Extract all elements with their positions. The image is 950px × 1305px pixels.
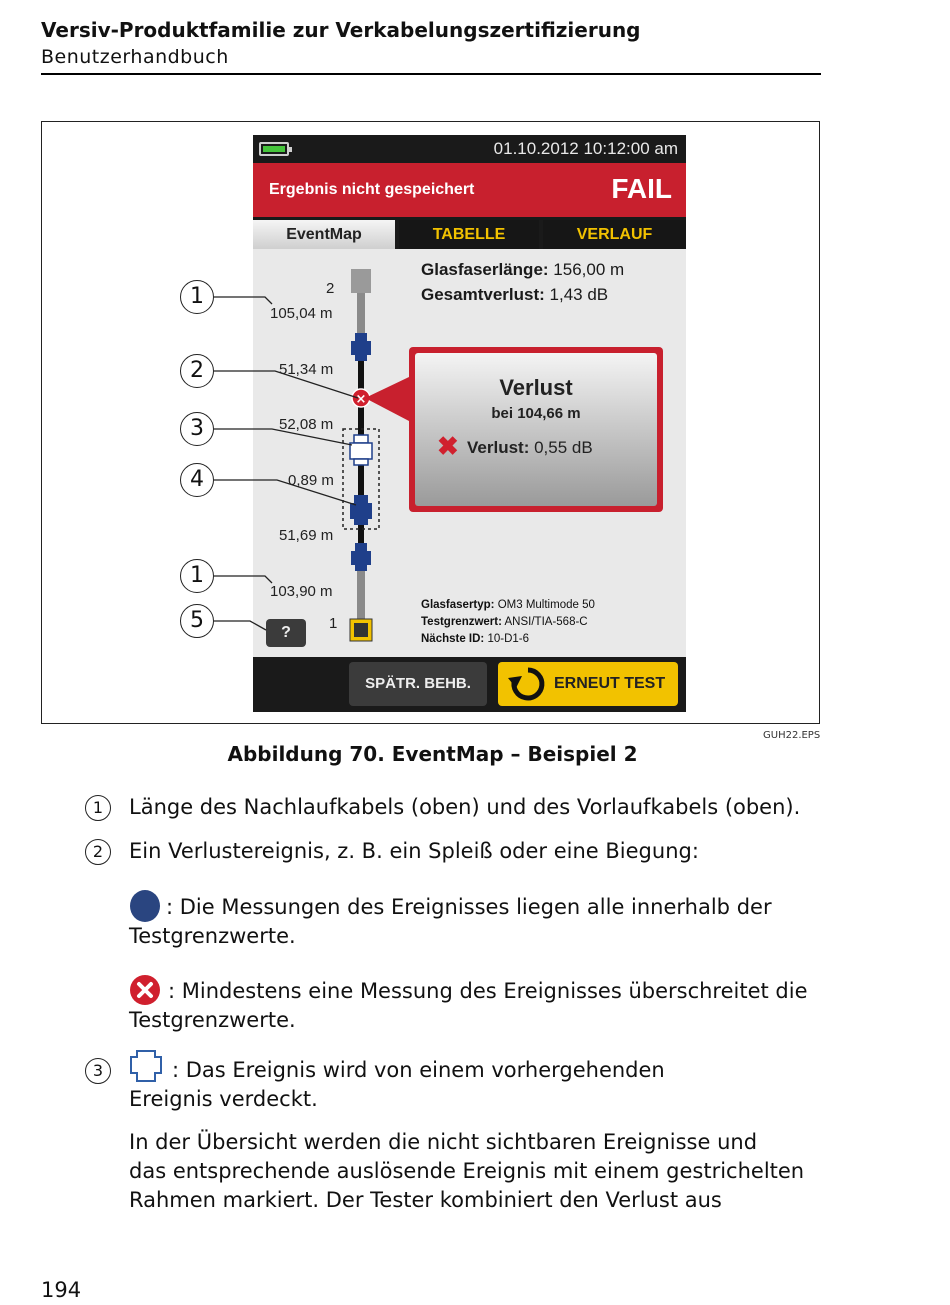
callout-4: 4 xyxy=(180,463,214,497)
svg-text:×: × xyxy=(355,392,367,407)
map-end-label: 1 xyxy=(329,615,338,632)
item-number: 1 xyxy=(85,795,111,821)
map-end-label: 2 xyxy=(326,280,335,297)
total-loss: Gesamtverlust: 1,43 dB xyxy=(421,285,609,304)
header-title: Versiv-Produktfamilie zur Verkabelungszertifizierung xyxy=(41,18,641,42)
fiber-type: Glasfasertyp: OM3 Multimode 50 xyxy=(421,599,595,611)
paragraph-line: Rahmen markiert. Der Tester kombiniert den Verlust aus xyxy=(129,1188,722,1212)
event-pass-icon xyxy=(128,889,164,923)
status-bar xyxy=(253,135,686,163)
next-id: Nächste ID: 10-D1-6 xyxy=(421,633,530,645)
datetime: 01.10.2012 10:12:00 am xyxy=(493,139,678,158)
map-length-label: 51,69 m xyxy=(279,527,334,544)
item-text: : Das Ereignis wird von einem vorhergehenden xyxy=(172,1058,665,1082)
event-icon xyxy=(354,495,368,503)
eps-label: GUH22.EPS xyxy=(763,730,821,741)
fail-x-icon: ✖ xyxy=(437,431,459,461)
event-fail-icon xyxy=(128,973,164,1007)
header-rule xyxy=(41,73,821,75)
paragraph-line: das entsprechende auslösende Ereignis mit einem gestrichelten xyxy=(129,1159,805,1183)
callout-5: 5 xyxy=(180,604,214,638)
callout-2: 2 xyxy=(180,354,214,388)
connector-icon xyxy=(355,333,367,341)
fix-later-button[interactable]: SPÄTR. BEHB. xyxy=(349,662,487,706)
popup-pointer xyxy=(365,377,409,421)
paragraph-line: In der Übersicht werden die nicht sichtbaren Ereignisse und xyxy=(129,1130,758,1154)
connector-icon xyxy=(355,543,367,551)
callout-1: 1 xyxy=(180,280,214,314)
item-number: 2 xyxy=(85,839,111,865)
map-length-label: 103,90 m xyxy=(270,583,333,600)
item-text: Ein Verlustereignis, z. B. ein Spleiß oder eine Biegung: xyxy=(129,839,699,863)
item-number: 3 xyxy=(85,1058,111,1084)
result-bar xyxy=(253,163,686,217)
map-length-label: 105,04 m xyxy=(270,305,333,322)
map-length-label: 52,08 m xyxy=(279,416,334,433)
bottom-bar xyxy=(253,657,686,712)
header-subtitle: Benutzerhandbuch xyxy=(41,46,229,68)
callout-3: 3 xyxy=(180,412,214,446)
tab-verlauf[interactable]: VERLAUF xyxy=(543,220,686,249)
item-text: Länge des Nachlaufkabels (oben) und des Vorlaufkabels (oben). xyxy=(129,795,801,819)
sub-item-text: Testgrenzwerte. xyxy=(129,924,296,948)
figure-caption: Abbildung 70. EventMap – Beispiel 2 xyxy=(227,742,638,766)
tab-tabelle[interactable]: TABELLE xyxy=(399,220,539,249)
sub-item-text: : Die Messungen des Ereignisses liegen alle innerhalb der xyxy=(166,895,772,919)
page-number: 194 xyxy=(41,1278,82,1302)
test-limit: Testgrenzwert: ANSI/TIA-568-C xyxy=(421,616,588,628)
popup-position: bei 104,66 m xyxy=(491,405,581,422)
result-text: Ergebnis nicht gespeichert xyxy=(269,181,475,198)
map-length-label: 51,34 m xyxy=(279,361,334,378)
hidden-event-icon xyxy=(128,1049,168,1083)
map-length-label: 0,89 m xyxy=(288,472,334,489)
battery-icon xyxy=(259,142,289,156)
fiber-length: Glasfaserlänge: 156,00 m xyxy=(421,260,625,279)
hidden-event-icon xyxy=(354,435,368,443)
retest-button[interactable] xyxy=(498,662,678,706)
tab-bar xyxy=(253,217,686,249)
popup-loss: Verlust: 0,55 dB xyxy=(467,438,593,457)
item-text: Ereignis verdeckt. xyxy=(129,1087,318,1111)
help-button[interactable]: ? xyxy=(266,619,306,647)
callout-1: 1 xyxy=(180,559,214,593)
tester-screen xyxy=(253,135,686,712)
tab-eventmap[interactable]: EventMap xyxy=(253,220,395,249)
retest-icon xyxy=(506,662,550,706)
sub-item-text: : Mindestens eine Messung des Ereignisses überschreitet die xyxy=(168,979,808,1003)
end-marker-2 xyxy=(351,269,371,293)
loss-popup xyxy=(409,347,663,512)
fail-status: FAIL xyxy=(611,173,672,204)
retest-label: ERNEUT TEST xyxy=(554,675,666,692)
sub-item-text: Testgrenzwerte. xyxy=(129,1008,296,1032)
popup-title: Verlust xyxy=(499,375,573,400)
